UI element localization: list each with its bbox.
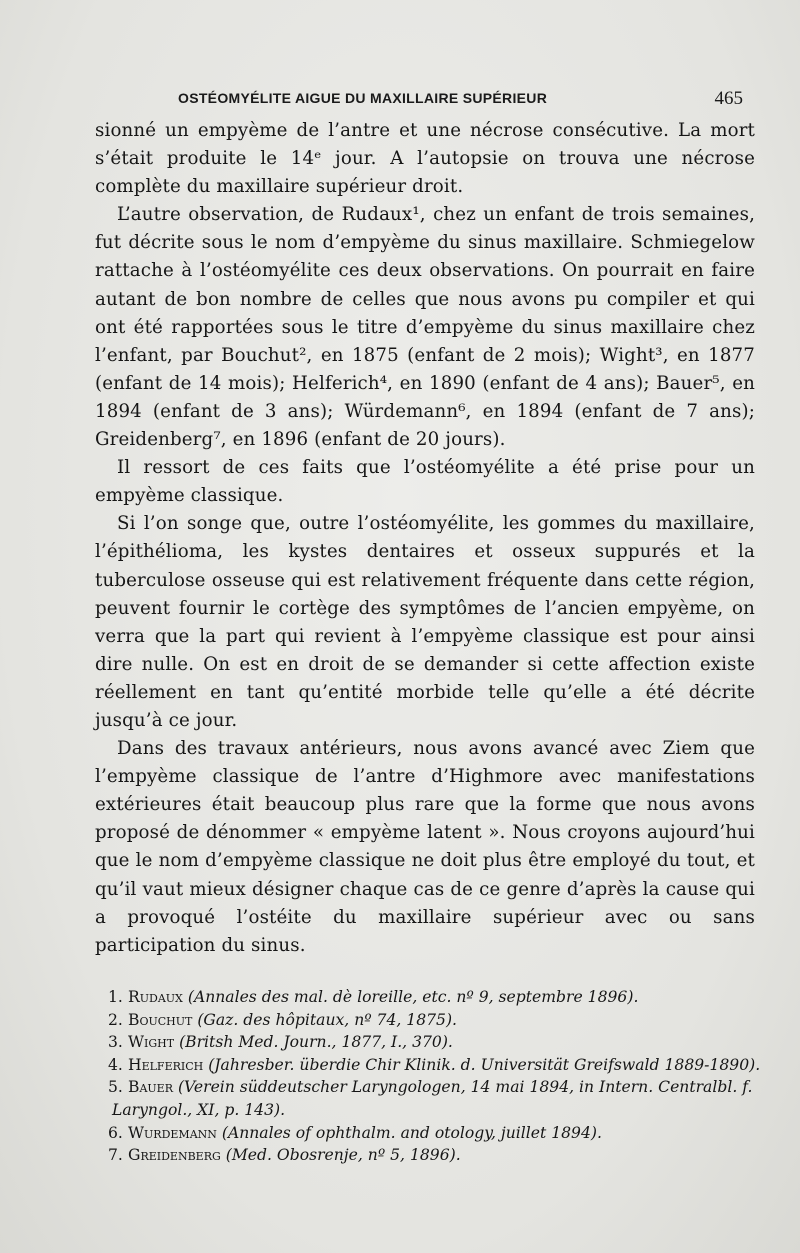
footnote bbox=[92, 1031, 762, 1054]
footnote-reference: (Verein süddeutscher Laryngologen, 14 mai 1894, in Intern. Centralbl. f. Laryngol., XI, p. 143). bbox=[112, 1078, 753, 1119]
footnote bbox=[92, 1076, 762, 1121]
body-text bbox=[95, 117, 755, 960]
page-number: 465 bbox=[714, 88, 743, 109]
page-header bbox=[178, 88, 743, 112]
paragraph: L’autre observation, de Rudaux¹, chez un enfant de trois semaines, fut décrite sous le nom d’empyème du sinus maxillaire. Schmiegelow rattache à l’ostéomyélite ces deux observations. On pourrait en faire autant de bon nombre de celles que nous avons pu compiler et qui ont été rapportées sous le titre d’empyème du sinus maxillaire chez l’enfant, par Bouchut², en 1875 (enfant de 2 mois); Wight³, en 1877 (enfant de 14 mois); Helferich⁴, en 1890 (enfant de 4 ans); Bauer⁵, en 1894 (enfant de 3 ans); Würdemann⁶, en 1894 (enfant de 7 ans); Greidenberg⁷, en 1896 (enfant de 20 jours). bbox=[95, 204, 755, 451]
footnote-reference: (Annales of ophthalm. and otology, juillet 1894). bbox=[221, 1123, 602, 1142]
paragraph: sionné un empyème de l’antre et une nécrose consécutive. La mort s’était produite le 14ᵉ jour. A l’autopsie on trouva une nécrose complète du maxillaire supérieur droit. bbox=[95, 120, 755, 198]
footnote-number: 6. bbox=[108, 1123, 123, 1142]
footnote bbox=[92, 1054, 762, 1077]
footnote-number: 7. bbox=[108, 1146, 123, 1165]
footnote-number: 3. bbox=[108, 1033, 123, 1052]
footnote-author: Wurdemann bbox=[128, 1123, 217, 1142]
footnote-author: Greidenberg bbox=[128, 1146, 221, 1165]
footnote-number: 5. bbox=[108, 1078, 123, 1097]
footnote-reference: (Gaz. des hôpitaux, nº 74, 1875). bbox=[197, 1010, 458, 1029]
footnote-number: 4. bbox=[108, 1055, 123, 1074]
footnote-author: Wight bbox=[128, 1033, 175, 1052]
footnote-reference: (Annales des mal. dè loreille, etc. nº 9, septembre 1896). bbox=[187, 988, 639, 1006]
footnote-number: 1. bbox=[108, 988, 123, 1006]
footnote-reference: (Britsh Med. Journ., 1877, I., 370). bbox=[179, 1033, 453, 1052]
footnote-author: Bauer bbox=[128, 1078, 173, 1097]
footnote-author: Rudaux bbox=[128, 988, 183, 1006]
paragraph: Si l’on songe que, outre l’ostéomyélite, les gommes du maxillaire, l’épithélioma, les kystes dentaires et osseux suppurés et la tuberculose osseuse qui est relativement fréquente dans cette région, peuvent fournir le cortège des symptômes de l’ancien empyème, on verra que la part qui revient à l’empyème classique est pour ainsi dire nulle. On est en droit de se demander si cette affection existe réellement en tant qu’entité morbide telle qu’elle a été décrite jusqu’à ce jour. bbox=[95, 513, 755, 731]
footnote bbox=[92, 1122, 762, 1145]
footnote bbox=[92, 1009, 762, 1032]
footnote-author: Bouchut bbox=[128, 1010, 193, 1029]
footnote bbox=[92, 986, 762, 1009]
footnote-reference: (Med. Obosrenje, nº 5, 1896). bbox=[225, 1146, 461, 1165]
paragraph: Dans des travaux antérieurs, nous avons avancé avec Ziem que l’empyème classique de l’antre d’Highmore avec manifestations extérieures était beaucoup plus rare que la forme que nous avons proposé de dénommer « empyème latent ». Nous croyons aujourd’hui que le nom d’empyème classique ne doit plus être employé du tout, et qu’il vaut mieux désigner chaque cas de ce genre d’après la cause qui a provoqué l’ostéite du maxillaire supérieur avec ou sans participation du sinus. bbox=[95, 738, 755, 956]
footnote-author: Helferich bbox=[128, 1055, 204, 1074]
footnotes bbox=[92, 986, 762, 1167]
footnote-number: 2. bbox=[108, 1010, 123, 1029]
footnote bbox=[92, 1144, 762, 1167]
running-title: OSTÉOMYÉLITE AIGUE DU MAXILLAIRE SUPÉRIEUR bbox=[178, 90, 548, 106]
paragraph: Il ressort de ces faits que l’ostéomyélite a été prise pour un empyème classique. bbox=[95, 457, 755, 507]
footnote-reference: (Jahresber. überdie Chir Klinik. d. Universität Greifswald 1889-1890). bbox=[208, 1055, 761, 1074]
